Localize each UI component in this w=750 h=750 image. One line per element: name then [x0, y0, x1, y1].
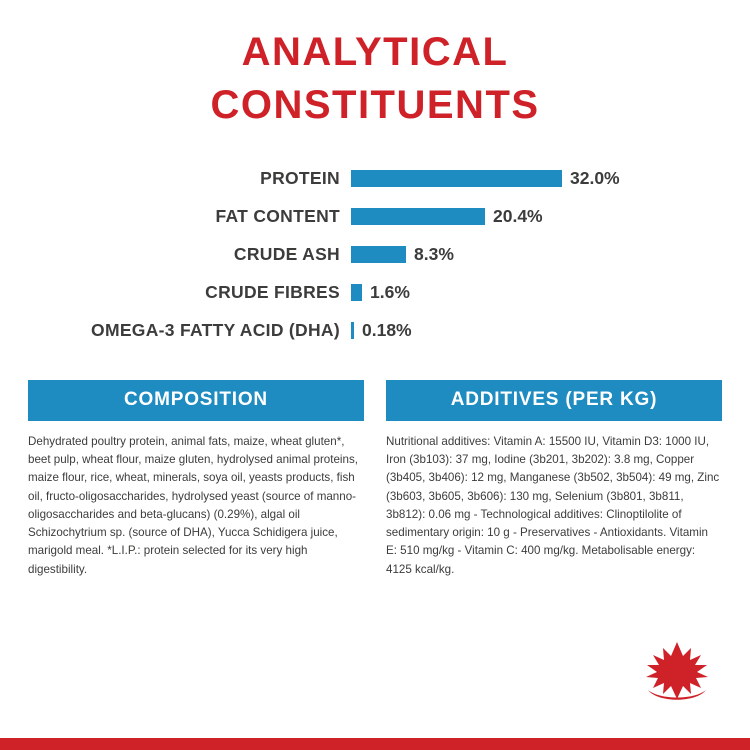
chart-row: [0, 160, 698, 198]
chart-category-label: FAT CONTENT: [215, 206, 340, 227]
chart-bar: [351, 170, 562, 187]
chart-value-label: 0.18%: [362, 320, 412, 341]
chart-bar: [351, 246, 406, 263]
info-panels: [0, 350, 750, 580]
additives-panel-header: ADDITIVES (PER KG): [386, 380, 722, 421]
chart-bar-wrap: [351, 282, 698, 303]
bottom-accent-stripe: [0, 738, 750, 750]
composition-panel: [28, 380, 364, 580]
chart-bar-wrap: [351, 168, 698, 189]
chart-bar: [351, 284, 362, 301]
royal-canin-crown-logo: [638, 640, 716, 702]
additives-panel: [386, 380, 722, 580]
chart-row: [0, 274, 698, 312]
page-title: [0, 0, 750, 132]
composition-panel-text: Dehydrated poultry protein, animal fats, maize, wheat gluten*, beet pulp, wheat flour, maize gluten, hydrolysed animal proteins, maize flour, rice, wheat, minerals, soya oil, yeasts products, fish oil, fructo-oligosaccharides, hydrolysed yeast (source of manno-oligosaccharides and beta-glucans) (0.29%), algal oil Schizochytrium sp. (source of DHA), Yucca Schidigera juice, marigold meal. *L.I.P.: protein selected for its very high digestibility.: [28, 434, 358, 576]
additives-panel-text: Nutritional additives: Vitamin A: 15500 IU, Vitamin D3: 1000 IU, Iron (3b103): 37 mg, Iodine (3b201, 3b202): 3.8 mg, Copper (3b405, 3b406): 12 mg, Manganese (3b502, 3b504): 49 mg, Zinc (3b603, 3b605, 3b606): 130 mg, Selenium (3b801, 3b811, 3b812): 0.06 mg - Technological additives: Clinoptilolite of sedimentary origin: 10 g - Preservatives - Antioxidants. Vitamin E: 510 mg/kg - Vitamin C: 400 mg/kg. Metabolisable energy: 4125 kcal/kg.: [386, 434, 720, 576]
chart-category-label: CRUDE ASH: [233, 244, 340, 265]
chart-value-label: 1.6%: [370, 282, 410, 303]
chart-bar-wrap: [351, 206, 698, 227]
chart-category-label: OMEGA-3 FATTY ACID (DHA): [91, 320, 340, 341]
chart-bar-wrap: [351, 320, 698, 341]
chart-value-label: 20.4%: [493, 206, 543, 227]
chart-row: [0, 312, 698, 350]
page-title-line-2: CONSTITUENTS: [210, 82, 540, 127]
chart-value-label: 8.3%: [414, 244, 454, 265]
analytical-constituents-chart: [0, 160, 750, 350]
page-title-line-1: ANALYTICAL: [241, 30, 509, 74]
chart-row: [0, 236, 698, 274]
composition-panel-header: COMPOSITION: [28, 380, 364, 421]
chart-value-label: 32.0%: [570, 168, 620, 189]
chart-bar-wrap: [351, 244, 698, 265]
chart-category-label: PROTEIN: [260, 168, 340, 189]
chart-bar: [351, 208, 485, 225]
chart-row: [0, 198, 698, 236]
chart-category-label: CRUDE FIBRES: [205, 282, 340, 303]
